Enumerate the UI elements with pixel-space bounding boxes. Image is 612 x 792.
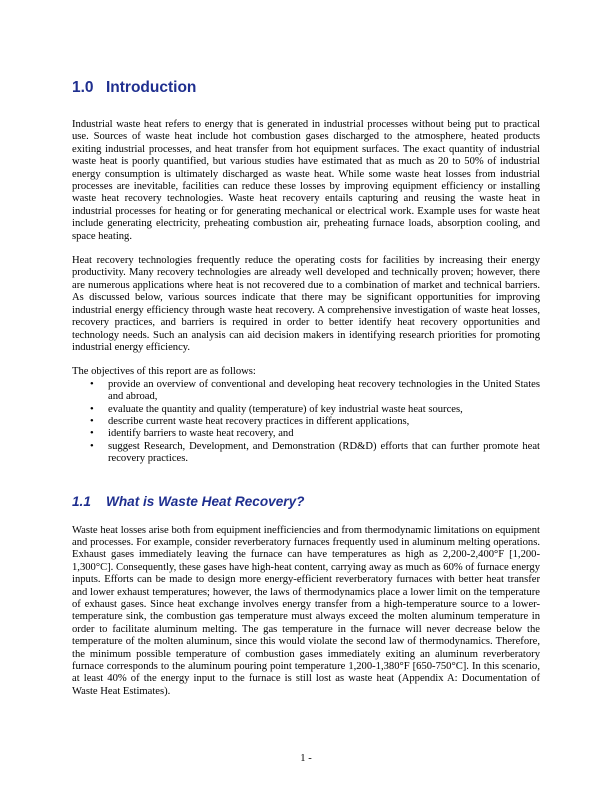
objective-item xyxy=(90,378,540,404)
intro-paragraph-1: Industrial waste heat refers to energy that is generated in industrial processes without being put to practical use. Sources of waste heat include hot combustion gases discharged to the atmosphere, heated products exiting industrial processes, and heat transfer from hot equipment surfaces. The exact quantity of industrial waste heat is poorly quantified, but various studies have estimated that as much as 20 to 50% of industrial energy consumption is ultimately discharged as waste heat. While some waste heat losses from industrial processes are inevitable, facilities can reduce these losses by improving equipment efficiency or installing waste heat recovery technologies. Waste heat recovery entails capturing and reusing the waste heat in industrial processes for heating or for generating mechanical or electrical work. Example uses for waste heat include generating electricity, preheating combustion air, preheating furnace loads, absorption cooling, and space heating. xyxy=(72,119,540,242)
objective-text: identify barriers to waste heat recovery, and xyxy=(108,428,294,440)
bullet-icon: • xyxy=(90,403,94,415)
objective-text: suggest Research, Development, and Demonstration (RD&D) efforts that can further promote heat recovery practices. xyxy=(108,440,540,465)
bullet-icon: • xyxy=(90,415,94,427)
objective-item xyxy=(90,428,540,440)
objectives-list xyxy=(72,379,540,466)
section-title: What is Waste Heat Recovery? xyxy=(106,493,305,509)
objective-text: describe current waste heat recovery practices in different applications, xyxy=(108,415,410,427)
section-heading-waste-heat-recovery xyxy=(72,494,540,509)
intro-paragraph-2: Heat recovery technologies frequently reduce the operating costs for facilities by increasing their energy productivity. Many recovery technologies are already well developed and technically proven; however, there are numerous applications where heat is not recovered due to a combination of market and technical barriers. As discussed below, various sources indicate that there may be significant opportunities for improving industrial energy efficiency through waste heat recovery. A comprehensive investigation of waste heat losses, recovery practices, and barriers is required in order to better identify heat recovery opportunities and technology needs. Such an analysis can aid decision makers in identifying research priorities for promoting industrial energy efficiency. xyxy=(72,255,540,353)
section-heading-introduction xyxy=(72,79,540,97)
page-number: 1 - xyxy=(300,753,312,764)
bullet-icon: • xyxy=(90,378,94,390)
objective-item xyxy=(90,415,540,428)
objective-text: evaluate the quantity and quality (temperature) of key industrial waste heat sources, xyxy=(108,403,463,415)
document-page xyxy=(72,79,540,710)
section-title: Introduction xyxy=(106,79,197,96)
section-number: 1.0 xyxy=(72,79,94,96)
bullet-icon: • xyxy=(90,428,94,440)
section-number: 1.1 xyxy=(72,493,91,509)
waste-heat-paragraph: Waste heat losses arise both from equipment inefficiencies and from thermodynamic limitations on equipment and processes. For example, consider reverberatory furnaces frequently used in aluminum melting operations. Exhaust gases immediately leaving the furnace can have temperatures as high as 2,200-2,400°F [1,200-1,300°C]. Consequently, these gases have high-heat content, carrying away as much as 60% of furnace energy inputs. Efforts can be made to design more energy-efficient reverberatory furnaces with better heat transfer and lower exhaust temperatures; however, the laws of thermodynamics place a lower limit on the temperature of exhaust gases. Since heat exchange involves energy transfer from a high-temperature source to a lower-temperature sink, the combustion gas temperature must always exceed the molten aluminum temperature in order to facilitate aluminum melting. The gas temperature in the furnace will never decrease below the temperature of the molten aluminum, since this would violate the second law of thermodynamics. Therefore, the minimum possible temperature of combustion gases immediately exiting an aluminum reverberatory furnace corresponds to the aluminum pouring point temperature 1,200-1,380°F [650-750°C]. In this scenario, at least 40% of the energy input to the furnace is still lost as waste heat (Appendix A: Documentation of Waste Heat Estimates). xyxy=(72,524,540,697)
objectives-lead: The objectives of this report are as follows: xyxy=(72,366,256,378)
objective-text: provide an overview of conventional and developing heat recovery technologies in the United States and abroad, xyxy=(108,378,540,403)
bullet-icon: • xyxy=(90,440,94,452)
objective-item xyxy=(90,440,540,466)
objective-item xyxy=(90,403,540,416)
